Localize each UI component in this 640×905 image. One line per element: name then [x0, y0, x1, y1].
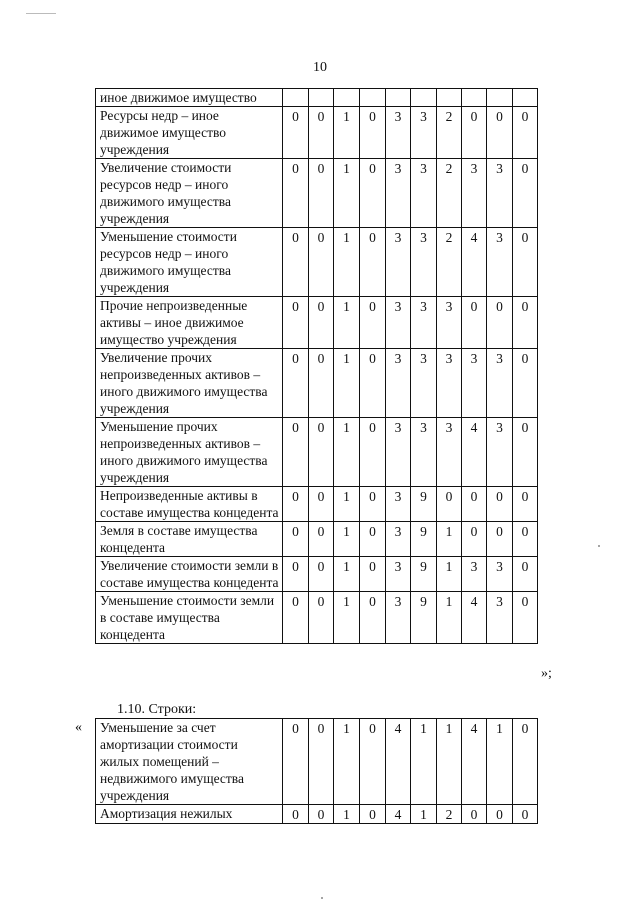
code-digit: 1	[334, 805, 360, 824]
code-digit	[462, 89, 487, 107]
code-digit: 0	[283, 349, 309, 418]
code-digit: 0	[513, 159, 538, 228]
row-label: Уменьшение прочих непроизведенных активов – иного движимого имущества учреждения	[96, 418, 283, 487]
code-digit: 4	[462, 228, 487, 297]
account-code-table-body	[96, 89, 538, 644]
code-digit: 1	[437, 592, 462, 644]
code-digit: 2	[437, 228, 462, 297]
code-digit: 1	[334, 297, 360, 349]
code-digit: 1	[334, 487, 360, 522]
code-digit: 0	[513, 228, 538, 297]
code-digit: 0	[437, 487, 462, 522]
code-digit: 9	[411, 592, 437, 644]
row-label: Непроизведенные активы в составе имущества концедента	[96, 487, 283, 522]
code-digit: 1	[437, 719, 462, 805]
code-digit	[334, 89, 360, 107]
code-digit: 3	[411, 418, 437, 487]
code-digit: 1	[411, 719, 437, 805]
code-digit: 3	[487, 349, 513, 418]
code-digit: 3	[411, 159, 437, 228]
code-digit: 1	[334, 228, 360, 297]
code-digit: 3	[462, 349, 487, 418]
table-row	[96, 418, 538, 487]
code-digit: 0	[513, 297, 538, 349]
row-label: Ресурсы недр – иное движимое имущество учреждения	[96, 107, 283, 159]
account-code-table	[95, 88, 538, 644]
code-digit: 1	[411, 805, 437, 824]
table-row	[96, 297, 538, 349]
row-label: Увеличение стоимости ресурсов недр – иного движимого имущества учреждения	[96, 159, 283, 228]
code-digit: 9	[411, 557, 437, 592]
table-row	[96, 557, 538, 592]
code-digit: 1	[334, 107, 360, 159]
code-digit: 0	[360, 719, 386, 805]
code-digit: 1	[334, 349, 360, 418]
code-digit: 3	[462, 159, 487, 228]
code-digit: 1	[487, 719, 513, 805]
code-digit: 1	[334, 522, 360, 557]
code-digit: 0	[360, 522, 386, 557]
code-digit: 3	[386, 349, 411, 418]
scan-edge-mark	[26, 13, 56, 14]
code-digit: 9	[411, 522, 437, 557]
code-digit: 0	[513, 557, 538, 592]
code-digit	[437, 89, 462, 107]
code-digit: 3	[386, 107, 411, 159]
code-digit: 0	[360, 592, 386, 644]
code-digit: 3	[462, 557, 487, 592]
code-digit: 3	[487, 418, 513, 487]
code-digit: 1	[437, 557, 462, 592]
code-digit: 0	[283, 522, 309, 557]
table-row	[96, 89, 538, 107]
code-digit: 0	[283, 719, 309, 805]
code-digit: 0	[462, 805, 487, 824]
row-label: Прочие непроизведенные активы – иное движимое имущество учреждения	[96, 297, 283, 349]
code-digit	[386, 89, 411, 107]
code-digit: 0	[487, 805, 513, 824]
code-digit: 0	[513, 487, 538, 522]
table-row	[96, 487, 538, 522]
code-digit: 9	[411, 487, 437, 522]
code-digit: 0	[360, 159, 386, 228]
code-digit: 3	[386, 418, 411, 487]
code-digit	[513, 89, 538, 107]
code-digit: 0	[462, 297, 487, 349]
code-digit: 1	[334, 159, 360, 228]
code-digit: 0	[283, 107, 309, 159]
code-digit: 3	[437, 349, 462, 418]
code-digit: 0	[360, 349, 386, 418]
code-digit: 0	[283, 297, 309, 349]
row-label: Уменьшение стоимости земли в составе имущества концедента	[96, 592, 283, 644]
code-digit: 1	[334, 557, 360, 592]
code-digit: 4	[462, 418, 487, 487]
code-digit: 0	[309, 805, 334, 824]
row-label: Увеличение прочих непроизведенных активов – иного движимого имущества учреждения	[96, 349, 283, 418]
code-digit: 0	[309, 719, 334, 805]
code-digit: 3	[386, 522, 411, 557]
code-digit: 0	[309, 349, 334, 418]
row-label: иное движимое имущество	[96, 89, 283, 107]
code-digit	[360, 89, 386, 107]
code-digit: 0	[283, 418, 309, 487]
table-row	[96, 522, 538, 557]
code-digit: 1	[334, 418, 360, 487]
code-digit	[411, 89, 437, 107]
code-digit: 3	[386, 297, 411, 349]
closing-quote: »;	[541, 666, 552, 681]
code-digit: 3	[411, 107, 437, 159]
code-digit: 0	[283, 805, 309, 824]
code-digit	[283, 89, 309, 107]
code-digit: 0	[309, 592, 334, 644]
code-digit: 4	[462, 592, 487, 644]
code-digit: 1	[437, 522, 462, 557]
code-digit: 3	[411, 228, 437, 297]
code-digit: 0	[360, 418, 386, 487]
table-row	[96, 107, 538, 159]
code-digit: 0	[360, 487, 386, 522]
code-digit: 3	[487, 159, 513, 228]
code-digit	[309, 89, 334, 107]
code-digit: 2	[437, 805, 462, 824]
code-digit: 0	[513, 349, 538, 418]
code-digit: 1	[334, 592, 360, 644]
code-digit: 0	[309, 159, 334, 228]
section-heading: 1.10. Строки:	[117, 702, 197, 717]
code-digit: 0	[487, 107, 513, 159]
code-digit: 0	[283, 557, 309, 592]
code-digit: 0	[283, 159, 309, 228]
code-digit: 3	[487, 592, 513, 644]
row-label: Уменьшение за счет амортизации стоимости жилых помещений – недвижимого имущества учреждения	[96, 719, 283, 805]
code-digit: 0	[283, 487, 309, 522]
row-label: Амортизация нежилых	[96, 805, 283, 824]
opening-quote: «	[75, 720, 82, 735]
code-digit: 3	[487, 557, 513, 592]
code-digit: 0	[360, 228, 386, 297]
table-row	[96, 719, 538, 805]
code-digit: 3	[487, 228, 513, 297]
code-digit: 0	[462, 107, 487, 159]
code-digit: 0	[487, 487, 513, 522]
code-digit: 0	[309, 522, 334, 557]
code-digit: 0	[360, 557, 386, 592]
code-digit: 0	[513, 107, 538, 159]
code-digit: 3	[411, 297, 437, 349]
code-digit: 0	[309, 418, 334, 487]
code-digit: 0	[487, 522, 513, 557]
code-digit: 3	[437, 297, 462, 349]
row-label: Земля в составе имущества концедента	[96, 522, 283, 557]
code-digit: 0	[513, 418, 538, 487]
code-digit: 0	[309, 228, 334, 297]
table-row	[96, 228, 538, 297]
code-digit: 0	[360, 805, 386, 824]
table-row	[96, 592, 538, 644]
table-row	[96, 349, 538, 418]
code-digit: 0	[513, 719, 538, 805]
code-digit: 4	[386, 719, 411, 805]
code-digit: 3	[386, 592, 411, 644]
code-digit: 0	[309, 107, 334, 159]
section-code-table-body	[96, 719, 538, 824]
code-digit: 0	[309, 487, 334, 522]
code-digit: 4	[386, 805, 411, 824]
scan-speck	[598, 545, 600, 547]
code-digit: 0	[513, 522, 538, 557]
code-digit: 0	[513, 592, 538, 644]
code-digit: 2	[437, 159, 462, 228]
row-label: Уменьшение стоимости ресурсов недр – иного движимого имущества учреждения	[96, 228, 283, 297]
code-digit	[487, 89, 513, 107]
table-row	[96, 159, 538, 228]
page-number: 10	[313, 60, 327, 75]
code-digit: 3	[437, 418, 462, 487]
code-digit: 0	[462, 487, 487, 522]
code-digit: 3	[386, 557, 411, 592]
code-digit: 0	[283, 228, 309, 297]
code-digit: 3	[386, 487, 411, 522]
section-code-table	[95, 718, 538, 824]
code-digit: 1	[334, 719, 360, 805]
row-label: Увеличение стоимости земли в составе имущества концедента	[96, 557, 283, 592]
code-digit: 2	[437, 107, 462, 159]
code-digit: 0	[283, 592, 309, 644]
code-digit: 0	[487, 297, 513, 349]
code-digit: 0	[360, 107, 386, 159]
code-digit: 0	[309, 297, 334, 349]
code-digit: 0	[360, 297, 386, 349]
code-digit: 0	[513, 805, 538, 824]
code-digit: 4	[462, 719, 487, 805]
code-digit: 3	[386, 228, 411, 297]
code-digit: 3	[411, 349, 437, 418]
scan-speck	[321, 897, 323, 899]
code-digit: 0	[462, 522, 487, 557]
code-digit: 0	[309, 557, 334, 592]
code-digit: 3	[386, 159, 411, 228]
table-row	[96, 805, 538, 824]
